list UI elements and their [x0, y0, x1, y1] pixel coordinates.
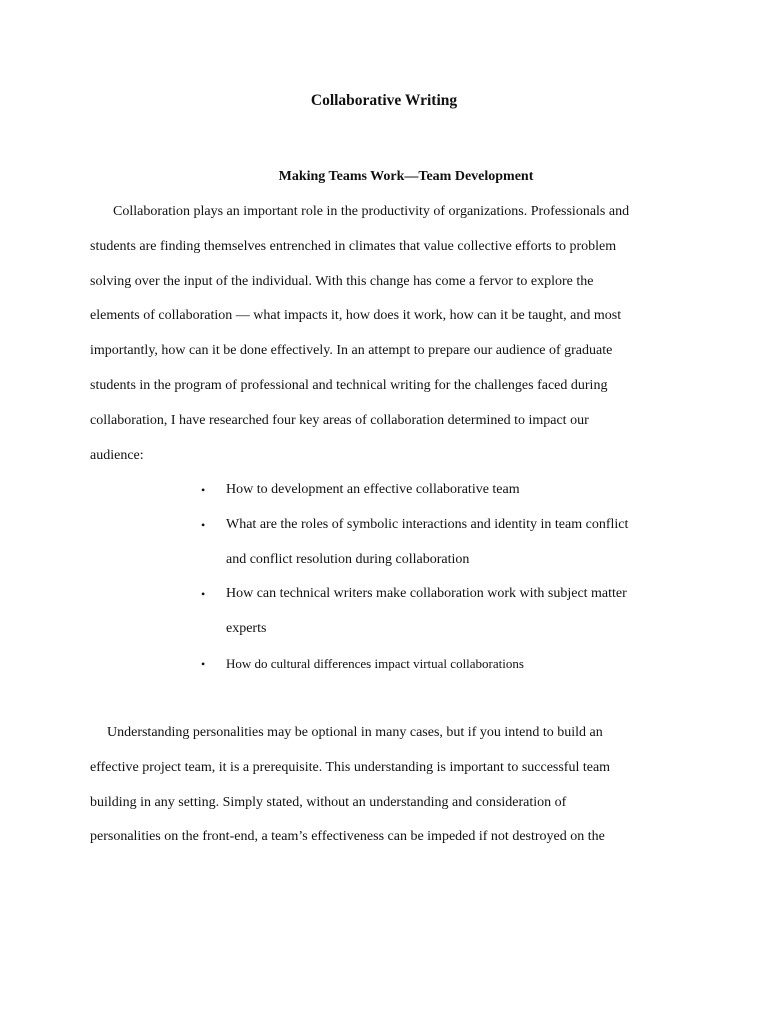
bullet-icon: •: [201, 587, 206, 602]
bullet-item: [199, 479, 679, 514]
paragraph-line: students in the program of professional and technical writing for the challenges faced during: [90, 377, 608, 393]
paragraph-line: students are finding themselves entrenched in climates that value collective efforts to problem: [90, 238, 617, 254]
document-title: Collaborative Writing: [310, 92, 458, 109]
paragraph-line: importantly, how can it be done effectively. In an attempt to prepare our audience of graduate: [90, 343, 613, 359]
bullet-list: [199, 479, 679, 688]
paragraph-line: effective project team, it is a prerequisite. This understanding is important to successful team: [90, 759, 611, 775]
bullet-line: and conflict resolution during collaboration: [226, 551, 470, 567]
section-heading: Making Teams Work—Team Development: [278, 169, 534, 184]
bullet-line: How to development an effective collaborative team: [226, 482, 520, 497]
bullet-line: What are the roles of symbolic interactions and identity in team conflict: [226, 516, 629, 532]
bullet-item: [199, 583, 679, 653]
bullet-icon: •: [201, 517, 206, 532]
paragraph-line: personalities on the front-end, a team’s effectiveness can be impeded if not destroyed on the: [90, 829, 605, 845]
paragraph-line: collaboration, I have researched four key areas of collaboration determined to impact our: [90, 412, 589, 428]
bullet-item: [199, 653, 679, 688]
paragraph-line: elements of collaboration — what impacts it, how does it work, how can it be taught, and most: [90, 308, 622, 324]
bullet-item: [199, 514, 679, 584]
paragraph-line: building in any setting. Simply stated, without an understanding and consideration of: [90, 794, 567, 810]
paragraph-line: solving over the input of the individual. With this change has come a fervor to explore the: [90, 273, 594, 289]
bullet-icon: •: [201, 483, 206, 497]
bullet-line: experts: [226, 621, 267, 637]
paragraph-line: Understanding personalities may be optional in many cases, but if you intend to build an: [107, 725, 603, 740]
bullet-line: How do cultural differences impact virtual collaborations: [226, 655, 524, 671]
paragraph-line: Collaboration plays an important role in the productivity of organizations. Professionals and: [113, 204, 630, 219]
bullet-line: How can technical writers make collaboration work with subject matter: [226, 586, 627, 602]
paragraph-personalities: [90, 722, 690, 861]
paragraph-line: audience:: [90, 447, 144, 463]
paragraph-intro: [90, 201, 690, 479]
bullet-icon: •: [201, 656, 206, 671]
